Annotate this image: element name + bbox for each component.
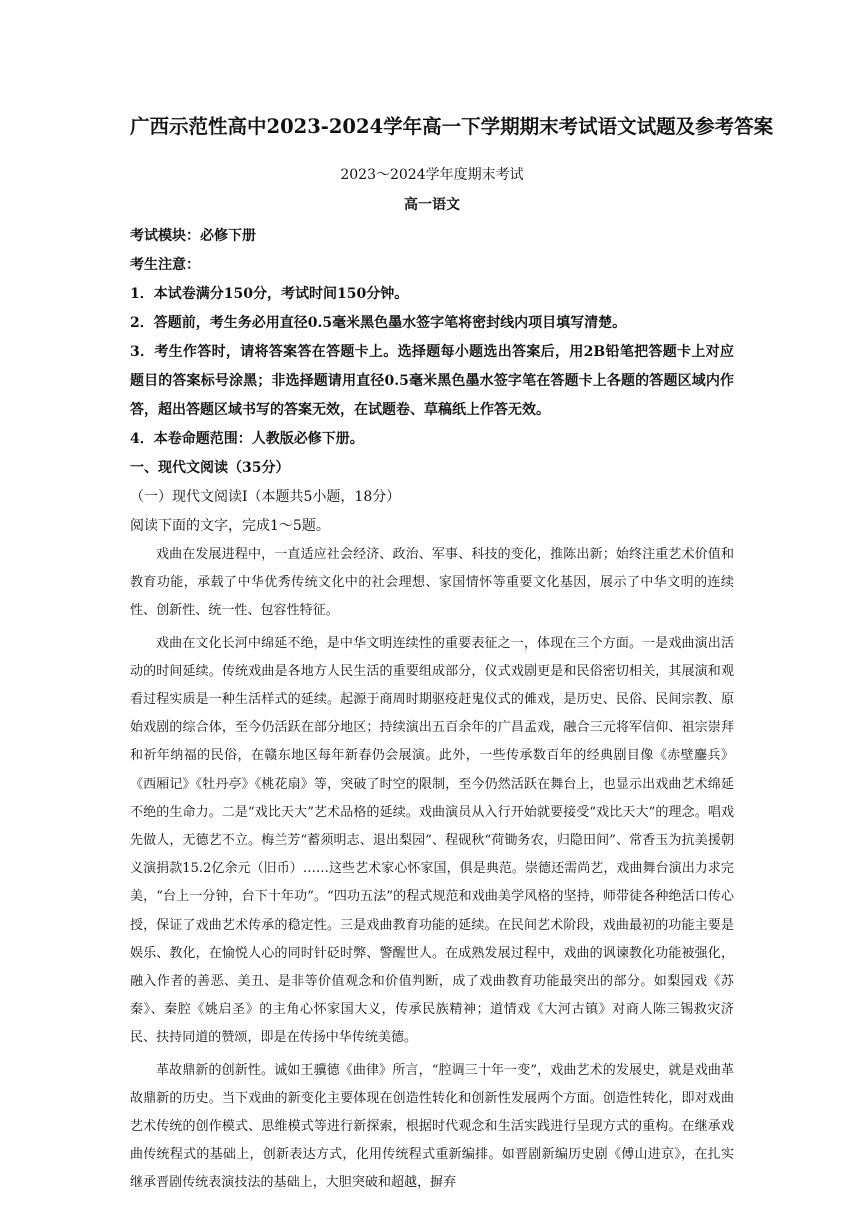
exam-title: 2023～2024学年度期末考试	[340, 167, 524, 183]
reading-passage	[130, 541, 734, 1198]
notice-label: 考生注意：	[130, 257, 200, 273]
notice-list	[130, 280, 734, 454]
subject-title: 高一语文	[404, 197, 460, 213]
passage-paragraph: 戏曲在发展进程中，一直适应社会经济、政治、军事、科技的变化，推陈出新；始终注重艺术价值和教育功能，承载了中华优秀传统文化中的社会理想、家国情怀等重要文化基因，展示了中华文明的连续性、创新性、统一性、包容性特征。	[130, 547, 734, 619]
passage-paragraph: 革故鼎新的创新性。诚如王骥德《曲律》所言，“腔调三十年一变”，戏曲艺术的发展史，就是戏曲革故鼎新的历史。当下戏曲的新变化主要体现在创造性转化和创新性发展两个方面。创造性转化，即对戏曲艺术传统的创作模式、思维模式等进行新探索，根据时代观念和生活实践进行呈现方式的重构。在继承戏曲传统程式的基础上，创新表达方式，化用传统程式重新编排。如晋剧新编历史剧《傅山进京》，在扎实继承晋剧传统表演技法的基础上，大胆突破和超越，摒弃	[130, 1062, 734, 1191]
notice-item: 3．考生作答时，请将答案答在答题卡上。选择题每小题选出答案后，用2B铅笔把答题卡上对应题目的答案标号涂黑；非选择题请用直径0.5毫米黑色墨水签字笔在答题卡上各题的答题区域内作答，超出答题区域书写的答案无效，在试题卷、草稿纸上作答无效。	[130, 344, 734, 418]
notice-item: 1．本试卷满分150分，考试时间150分钟。	[130, 286, 409, 302]
document-page	[130, 112, 774, 1202]
section-heading: 一、现代文阅读（35分）	[130, 460, 290, 476]
notice-item: 4．本卷命题范围：人教版必修下册。	[130, 431, 364, 447]
notice-item: 2．答题前，考生务必用直径0.5毫米黑色墨水签字笔将密封线内项目填写清楚。	[130, 315, 627, 331]
subsection-heading: （一）现代文阅读Ⅰ（本题共5小题，18分）	[130, 489, 401, 505]
reading-instruction: 阅读下面的文字，完成1～5题。	[130, 518, 330, 534]
exam-module: 考试模块：必修下册	[130, 228, 256, 244]
passage-paragraph: 戏曲在文化长河中绵延不绝，是中华文明连续性的重要表征之一，体现在三个方面。一是戏曲演出活动的时间延续。传统戏曲是各地方人民生活的重要组成部分，仪式戏剧更是和民俗密切相关，其展演和观看过程实质是一种生活样式的延续。起源于商周时期驱疫赶鬼仪式的傩戏，是历史、民俗、民间宗教、原始戏剧的综合体，至今仍活跃在部分地区；持续演出五百余年的广昌孟戏，融合三元将军信仰、祖宗崇拜和祈年纳福的民俗，在赣东地区每年新春仍会展演。此外，一些传承数百年的经典剧目像《赤壁鏖兵》《西厢记》《牡丹亭》《桃花扇》等，突破了时空的限制，至今仍然活跃在舞台上，也显示出戏曲艺术绵延不绝的生命力。二是“戏比天大”艺术品格的延续。戏曲演员从入行开始就要接受“戏比天大”的理念。唱戏先做人，无德艺不立。梅兰芳“蓄须明志、退出梨园”、程砚秋“荷锄务农，归隐田间”、常香玉为抗美援朝义演捐款15.2亿余元（旧币）……这些艺术家心怀家国，俱是典范。崇德还需尚艺，戏曲舞台演出力求完美，“台上一分钟，台下十年功”。“四功五法”的程式规范和戏曲美学风格的坚持，师带徒各种绝活口传心授，保证了戏曲艺术传承的稳定性。三是戏曲教育功能的延续。在民间艺术阶段，戏曲最初的功能主要是娱乐、教化，在愉悦人心的同时针砭时弊、警醒世人。在成熟发展过程中，戏曲的讽谏教化功能被强化，融入作者的善恶、美丑、是非等价值观念和价值判断，成了戏曲教育功能最突出的部分。如梨园戏《苏秦》、秦腔《姚启圣》的主角心怀家国大义，传承民族精神；道情戏《大河古镇》对商人陈三锡救灾济民、扶持同道的赞颂，即是在传扬中华传统美德。	[130, 635, 734, 1046]
document-title: 广西示范性高中2023-2024学年高一下学期期末考试语文试题及参考答案	[130, 115, 774, 138]
